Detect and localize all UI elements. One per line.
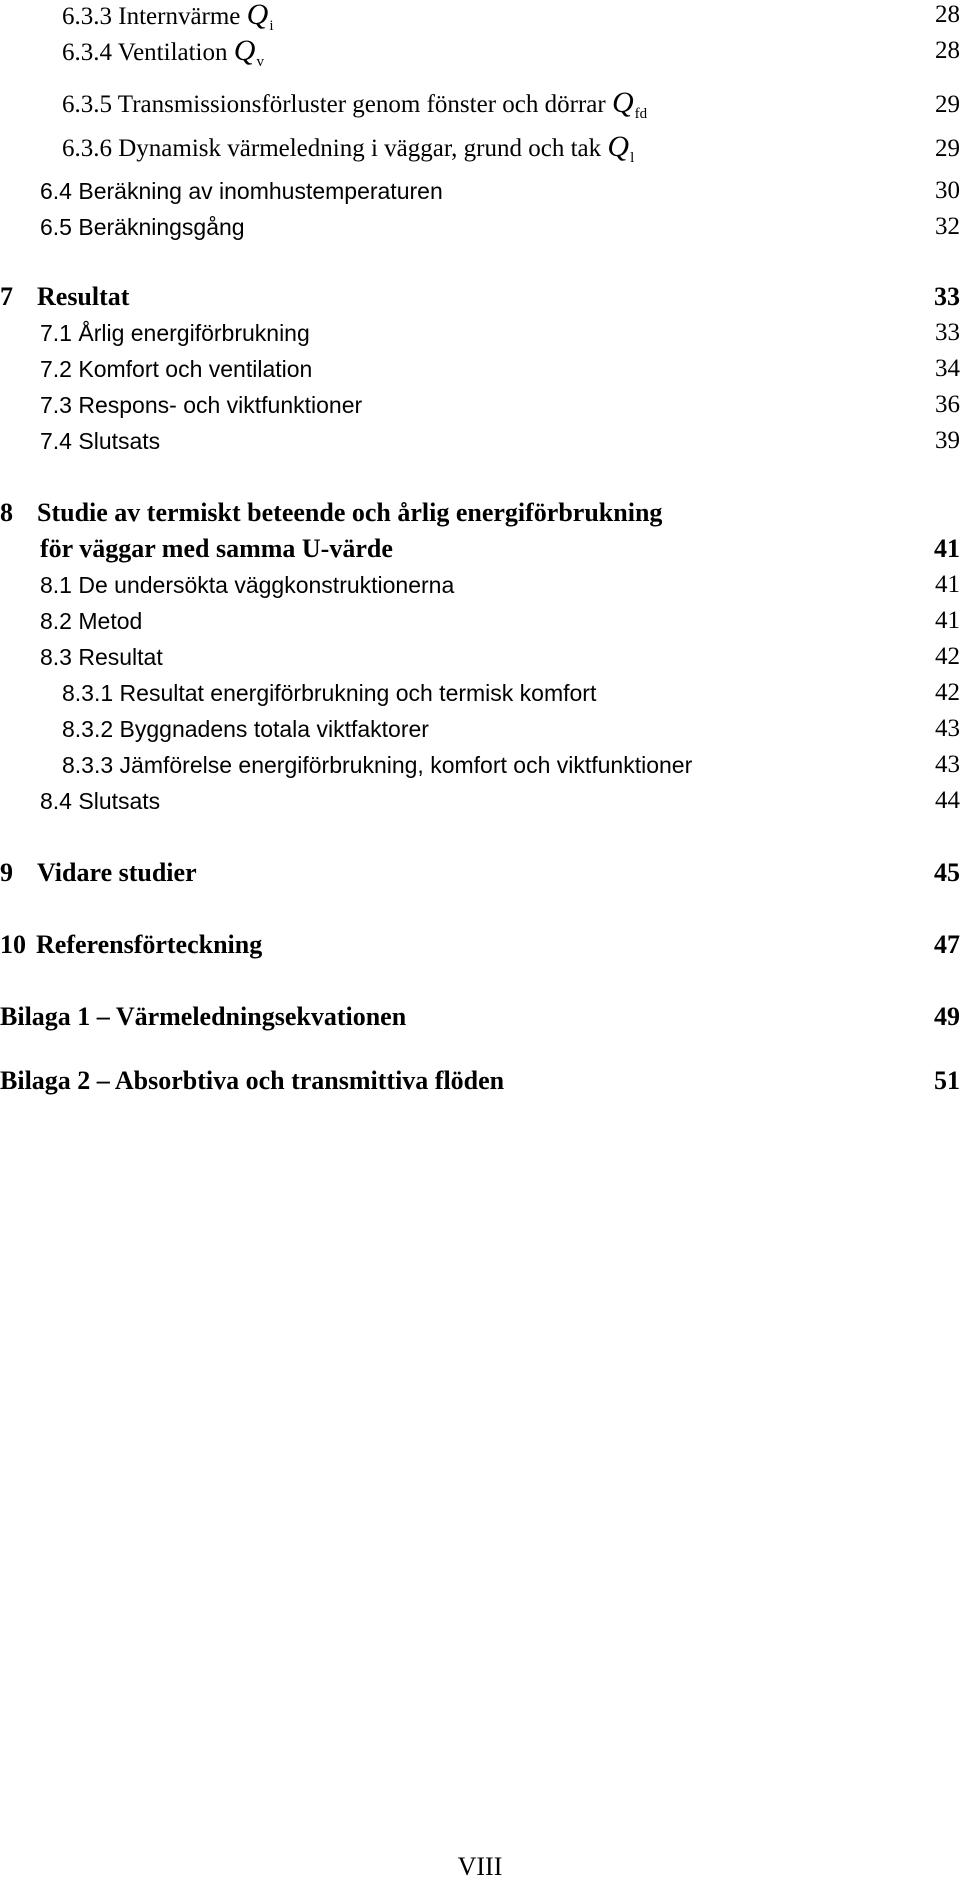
variable-symbol: $Q_v$ xyxy=(233,34,264,70)
toc-chapter-title: Resultat xyxy=(37,282,130,311)
toc-entry-8-2[interactable]: 8.2 Metod xyxy=(40,608,143,634)
toc-entry-6-3-4[interactable] xyxy=(62,36,264,77)
toc-appendix-2[interactable]: Bilaga 2 – Absorbtiva och transmittiva flöden xyxy=(0,1066,505,1095)
toc-page-number: 36 xyxy=(935,391,960,418)
toc-entry-8-4[interactable]: 8.4 Slutsats xyxy=(40,788,161,814)
toc-entry-7-3[interactable]: 7.3 Respons- och viktfunktioner xyxy=(40,392,363,418)
toc-page-number: 41 xyxy=(935,607,960,634)
toc-chapter-7[interactable] xyxy=(0,282,129,312)
toc-page-number: 41 xyxy=(934,534,960,563)
toc-page-number: 32 xyxy=(935,213,960,240)
toc-page-number: 39 xyxy=(935,427,960,454)
toc-page-number: 45 xyxy=(934,858,960,887)
variable-subscript: i xyxy=(269,18,274,34)
toc-page-number: 33 xyxy=(935,319,960,346)
toc-entry-8-3[interactable]: 8.3 Resultat xyxy=(40,644,163,670)
toc-chapter-10[interactable] xyxy=(0,930,262,960)
toc-page-number: 42 xyxy=(935,643,960,670)
toc-page-number: 47 xyxy=(934,930,960,959)
toc-page-number: 43 xyxy=(935,751,960,778)
variable-symbol: $Q_i$ xyxy=(246,0,274,34)
page-number-footer: VIII xyxy=(457,1852,503,1881)
toc-entry-6-3-5[interactable] xyxy=(62,88,647,129)
toc-page-number: 51 xyxy=(934,1066,960,1095)
toc-entry-8-3-1[interactable]: 8.3.1 Resultat energiförbrukning och termisk komfort xyxy=(62,680,597,706)
variable-subscript: v xyxy=(256,54,264,70)
toc-page-number: 34 xyxy=(935,355,960,382)
toc-page-number: 44 xyxy=(935,787,960,814)
toc-chapter-number: 9 xyxy=(0,858,13,887)
toc-page-number: 29 xyxy=(935,135,960,162)
toc-chapter-8-title-line2[interactable]: för väggar med samma U-värde xyxy=(40,534,393,563)
toc-chapter-title: Referensförteckning xyxy=(36,930,263,959)
toc-page-number: 49 xyxy=(934,1002,960,1031)
toc-entry-8-3-2[interactable]: 8.3.2 Byggnadens totala viktfaktorer xyxy=(62,716,429,742)
toc-chapter-number: 7 xyxy=(0,282,13,311)
toc-entry-6-4[interactable]: 6.4 Beräkning av inomhustemperaturen xyxy=(40,178,443,204)
toc-chapter-9[interactable] xyxy=(0,858,197,888)
toc-chapter-number: 10 xyxy=(0,930,26,959)
toc-chapter-title: Studie av termiskt beteende och årlig energiförbrukning xyxy=(37,498,663,527)
variable-subscript: fd xyxy=(634,106,648,122)
toc-entry-label: 6.3.5 Transmissionsförluster genom fönster och dörrar xyxy=(62,91,606,118)
toc-page-number: 28 xyxy=(935,37,960,64)
toc-entry-label: 6.3.3 Internvärme xyxy=(62,3,241,30)
toc-appendix-1[interactable]: Bilaga 1 – Värmeledningsekvationen xyxy=(0,1002,407,1031)
toc-entry-label: 6.3.4 Ventilation xyxy=(62,39,228,66)
toc-page-number: 41 xyxy=(935,571,960,598)
toc-page-number: 43 xyxy=(935,715,960,742)
toc-page-number: 28 xyxy=(935,1,960,28)
variable-symbol: $Q_l$ xyxy=(607,130,635,166)
toc-entry-label: 6.3.6 Dynamisk värmeledning i väggar, grund och tak xyxy=(62,135,602,162)
variable-subscript: l xyxy=(630,150,635,166)
toc-entry-7-1[interactable]: 7.1 Årlig energiförbrukning xyxy=(40,320,310,346)
variable-symbol: $Q_{fd}$ xyxy=(611,86,648,122)
toc-chapter-title: Vidare studier xyxy=(37,858,197,887)
toc-entry-8-1[interactable]: 8.1 De undersökta väggkonstruktionerna xyxy=(40,572,455,598)
toc-page-number: 29 xyxy=(935,91,960,118)
toc-entry-6-5[interactable]: 6.5 Beräkningsgång xyxy=(40,214,245,240)
toc-chapter-8[interactable] xyxy=(0,498,662,528)
toc-page-number: 42 xyxy=(935,679,960,706)
toc-page-number: 30 xyxy=(935,177,960,204)
toc-entry-7-2[interactable]: 7.2 Komfort och ventilation xyxy=(40,356,313,382)
toc-entry-7-4[interactable]: 7.4 Slutsats xyxy=(40,428,161,454)
toc-entry-6-3-6[interactable] xyxy=(62,132,634,173)
toc-entry-8-3-3[interactable]: 8.3.3 Jämförelse energiförbrukning, komfort och viktfunktioner xyxy=(62,752,693,778)
toc-page-number: 33 xyxy=(934,282,960,311)
toc-chapter-number: 8 xyxy=(0,498,13,527)
